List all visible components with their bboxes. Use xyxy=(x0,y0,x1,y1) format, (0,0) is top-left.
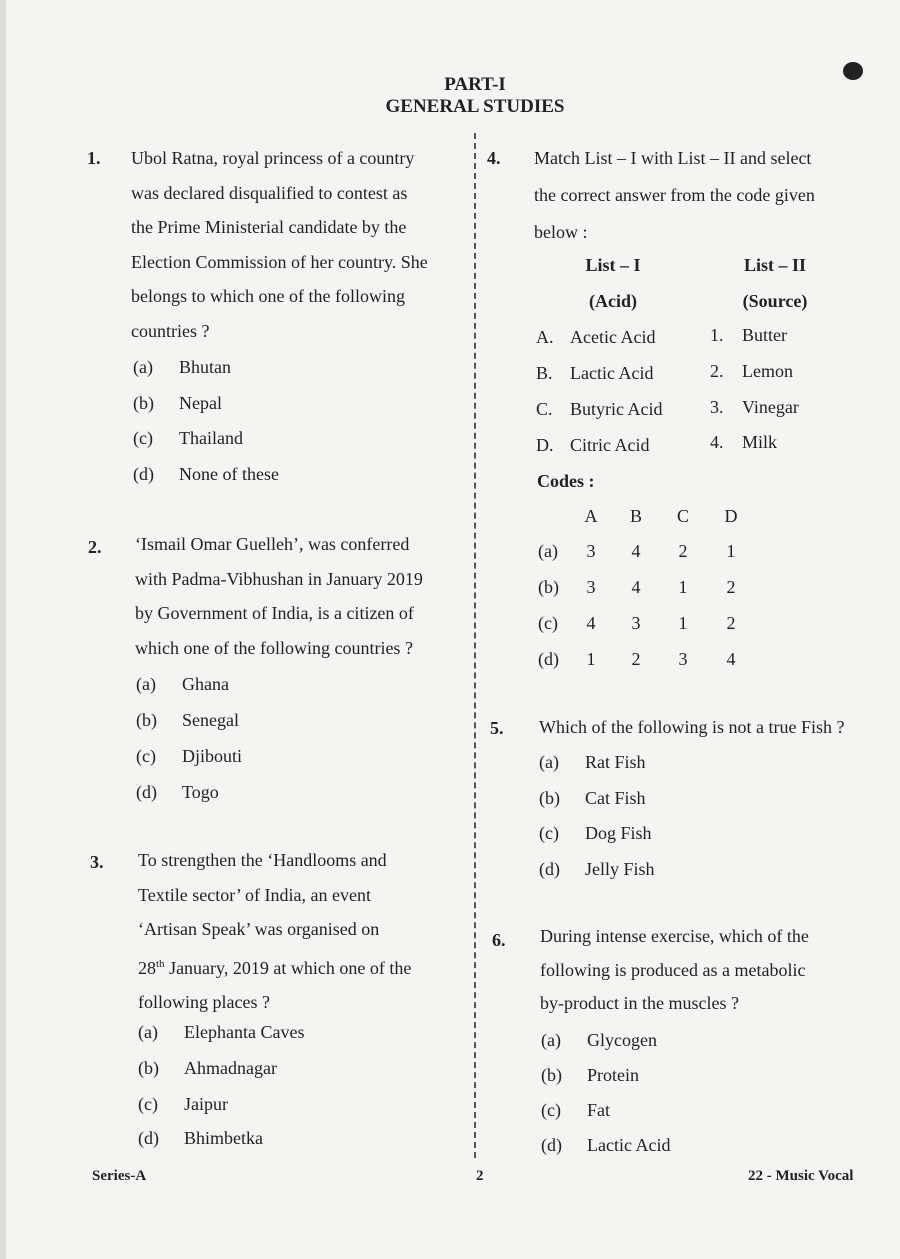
option-d: (d) None of these xyxy=(133,464,279,484)
list-2-item: 2. Lemon xyxy=(710,361,793,381)
column-divider xyxy=(474,133,476,1158)
question-text-line: was declared disqualified to contest as xyxy=(131,182,408,203)
option-a: (a) Ghana xyxy=(136,674,229,694)
code-header: B xyxy=(629,506,642,526)
option-b: (b) Nepal xyxy=(133,393,222,413)
option-b: (b) Senegal xyxy=(136,710,239,730)
question-text-line: following places ? xyxy=(138,992,270,1012)
list-2-item: 3. Vinegar xyxy=(710,397,799,417)
option-a: (a) Rat Fish xyxy=(539,752,646,772)
list-2-subtitle: (Source) xyxy=(742,291,808,311)
question-text-line: Textile sector’ of India, an event xyxy=(138,884,371,905)
list-1-title: List – I xyxy=(585,255,641,275)
question-text-line: To strengthen the ‘Handlooms and xyxy=(138,850,387,870)
question-number: 5. xyxy=(490,718,504,738)
list-1-item: A. Acetic Acid xyxy=(536,327,656,347)
option-c: (c) Djibouti xyxy=(136,746,243,766)
list-1-item: B. Lactic Acid xyxy=(536,363,654,383)
list-1-subtitle: (Acid) xyxy=(589,291,637,311)
question-4-text xyxy=(534,140,854,251)
option-a: (a) Elephanta Caves xyxy=(138,1022,305,1042)
question-text-line: During intense exercise, which of the xyxy=(540,926,809,946)
question-1-text xyxy=(131,141,465,348)
question-5-text xyxy=(539,710,869,745)
page-edge xyxy=(0,0,6,1259)
option-d: (d) Lactic Acid xyxy=(541,1135,671,1155)
question-number: 2. xyxy=(88,537,102,557)
option-d: (d) Bhimbetka xyxy=(138,1128,263,1148)
question-text-line: by Government of India, is a citizen of xyxy=(135,603,414,623)
question-text-line: following is produced as a metabolic xyxy=(540,959,806,980)
option-a: (a) Glycogen xyxy=(541,1030,657,1050)
question-6-text xyxy=(540,920,859,1021)
section-title: GENERAL STUDIES xyxy=(385,96,565,117)
question-text-line: Match List – I with List – II and select xyxy=(534,148,812,168)
option-d: (d) Togo xyxy=(136,782,219,802)
page-header xyxy=(0,74,900,118)
codes-title: Codes : xyxy=(537,471,595,491)
question-3-text xyxy=(138,843,456,1020)
question-text-line: ‘Ismail Omar Guelleh’, was conferred xyxy=(135,534,410,554)
option-b: (b) Cat Fish xyxy=(539,788,646,808)
option-b: (b) Ahmadnagar xyxy=(138,1058,277,1078)
option-a: (a) Bhutan xyxy=(133,357,231,377)
option-b: (b) Protein xyxy=(541,1065,639,1085)
code-header: D xyxy=(724,506,738,526)
list-1-item: C. Butyric Acid xyxy=(536,399,663,419)
question-text-line: the correct answer from the code given xyxy=(534,185,815,205)
list-1-item: D. Citric Acid xyxy=(536,435,650,455)
code-header: C xyxy=(676,506,689,526)
question-text-line: belongs to which one of the following xyxy=(131,286,405,306)
footer-series: Series-A xyxy=(92,1168,147,1184)
list-2-item: 1. Butter xyxy=(710,325,787,345)
option-c: (c) Jaipur xyxy=(138,1094,228,1114)
question-text-line: Which of the following is not a true Fish ? xyxy=(539,717,845,737)
question-text-line: ‘Artisan Speak’ was organised on xyxy=(138,919,380,939)
option-d: (d) Jelly Fish xyxy=(539,859,655,879)
footer-subject: 22 - Music Vocal xyxy=(748,1168,854,1184)
question-text-line: which one of the following countries ? xyxy=(135,637,413,658)
question-number: 6. xyxy=(492,930,506,950)
option-c: (c) Dog Fish xyxy=(539,823,652,843)
footer-page-number: 2 xyxy=(476,1168,484,1184)
question-text-line: Election Commission of her country. She xyxy=(131,251,428,272)
list-2-item: 4. Milk xyxy=(710,432,778,452)
question-text-line: with Padma-Vibhushan in January 2019 xyxy=(135,568,423,589)
part-title: PART-I xyxy=(444,74,506,95)
question-text-line: below : xyxy=(534,222,588,242)
question-number: 4. xyxy=(487,148,501,168)
option-c: (c) Fat xyxy=(541,1100,611,1120)
question-text-line: the Prime Ministerial candidate by the xyxy=(131,217,407,237)
question-2-text xyxy=(135,527,457,665)
code-header: A xyxy=(584,506,598,526)
list-2-title: List – II xyxy=(743,255,806,275)
question-number: 3. xyxy=(90,852,104,872)
question-text-line: countries ? xyxy=(131,320,210,341)
question-text-line: Ubol Ratna, royal princess of a country xyxy=(131,148,415,168)
question-text-line: by-product in the muscles ? xyxy=(540,993,739,1013)
option-c: (c) Thailand xyxy=(133,428,243,448)
question-text-line: 28th January, 2019 at which one of the xyxy=(138,957,412,978)
question-number: 1. xyxy=(87,148,101,168)
